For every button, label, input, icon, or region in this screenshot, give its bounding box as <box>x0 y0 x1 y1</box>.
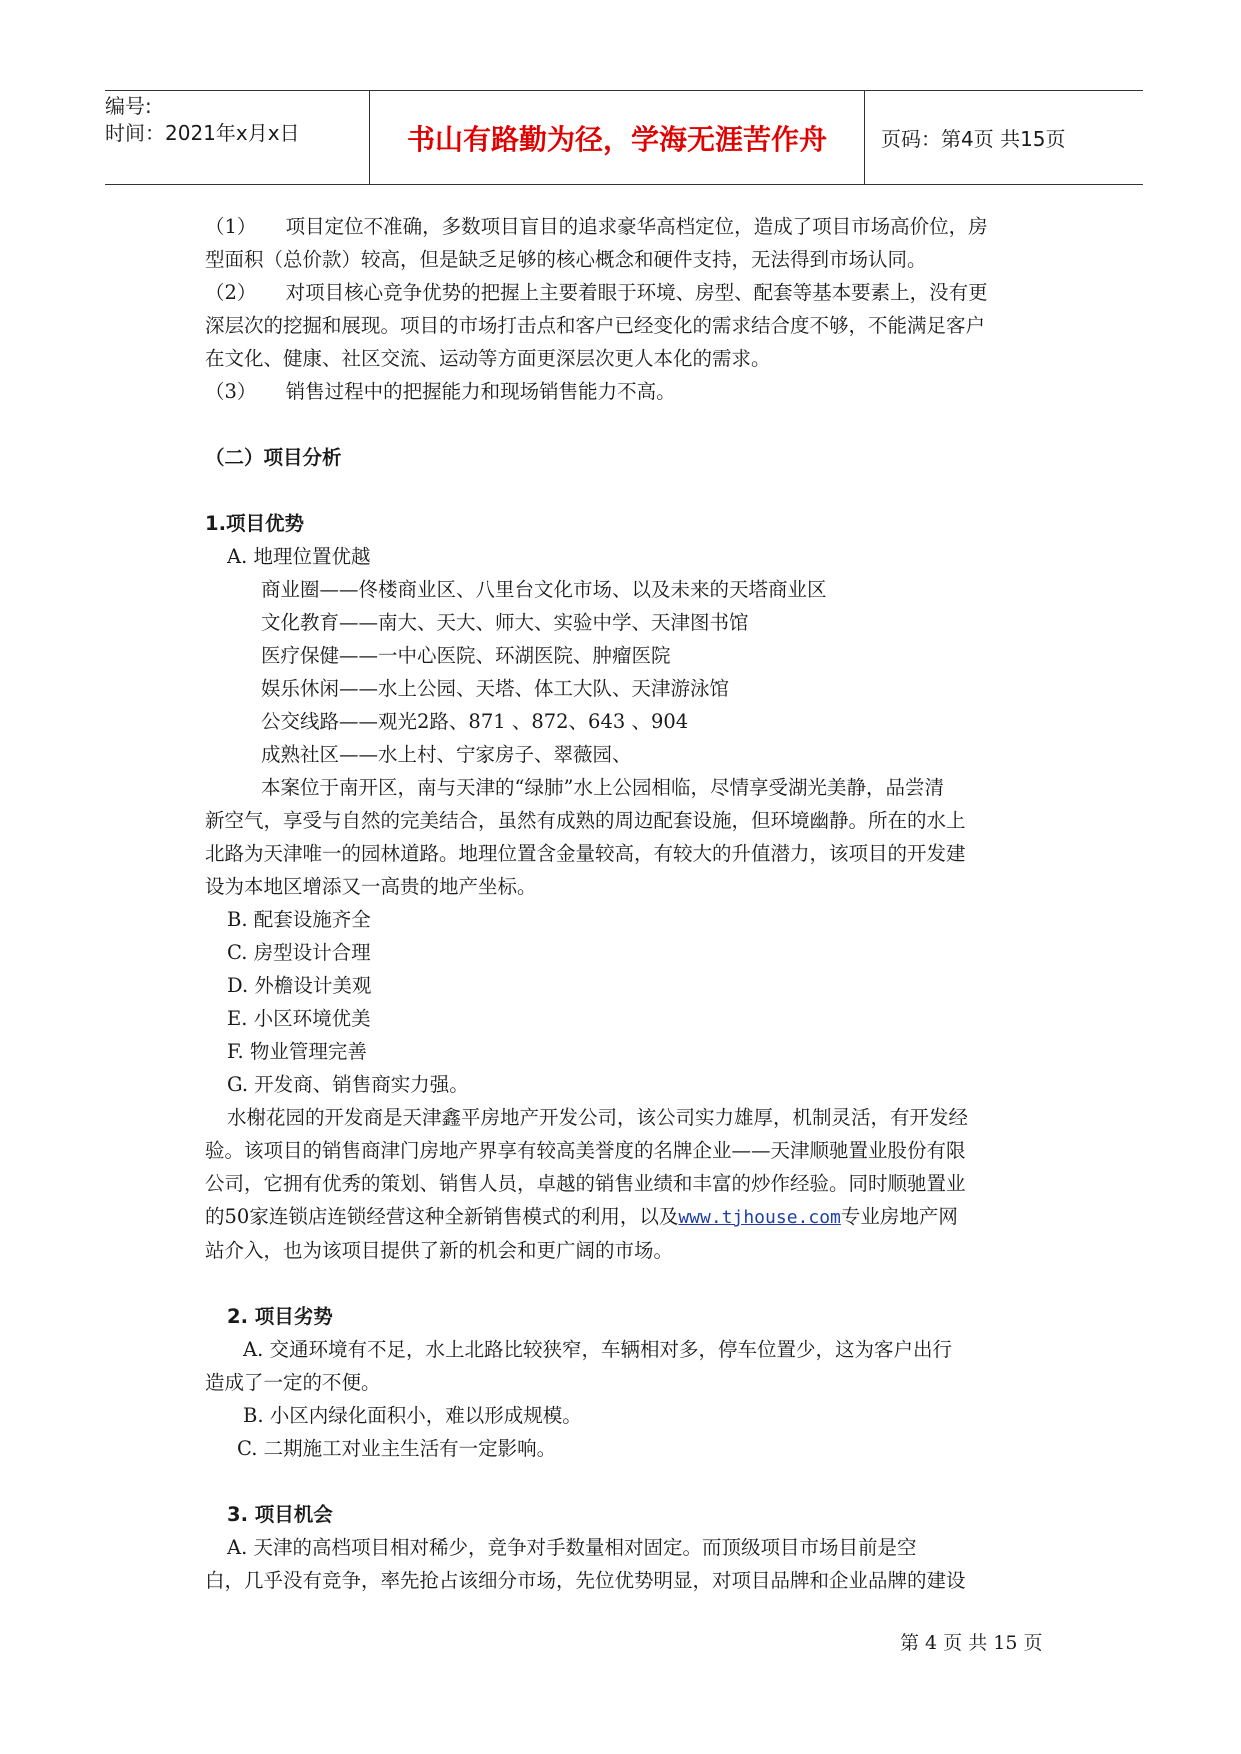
paragraph-line: 站介入，也为该项目提供了新的机会和更广阔的市场。 <box>205 1239 674 1262</box>
tjhouse-link[interactable]: www.tjhouse.com <box>678 1207 841 1228</box>
page-header <box>105 90 1143 185</box>
header-page-label: 页码：第4页 共15页 <box>881 127 1066 151</box>
header-left-cell <box>105 91 367 186</box>
paragraph-line: 造成了一定的不便。 <box>205 1371 381 1394</box>
paragraph-line: 型面积（总价款）较高，但是缺乏足够的核心概念和硬件支持，无法得到市场认同。 <box>205 248 927 271</box>
paragraph-line <box>205 1200 1059 1234</box>
subsection-heading-advantages: 1.项目优势 <box>205 512 304 535</box>
paragraph-line: 水榭花园的开发商是天津鑫平房地产开发公司，该公司实力雄厚，机制灵活，有开发经 <box>227 1106 969 1129</box>
paragraph-line: A. 天津的高档项目相对稀少，竞争对手数量相对固定。而顶级项目市场目前是空 <box>227 1536 917 1559</box>
paragraph-line: 北路为天津唯一的园林道路。地理位置含金量较高，有较大的升值潜力，该项目的开发建 <box>205 842 966 865</box>
paragraph-line: 本案位于南开区，南与天津的“绿肺”水上公园相临，尽情享受湖光美静，品尝清 <box>261 776 944 799</box>
list-item: 商业圈——佟楼商业区、八里台文化市场、以及未来的天塔商业区 <box>261 578 827 601</box>
header-motto: 书山有路勤为径，学海无涯苦作舟 <box>369 91 865 184</box>
paragraph-line: 验。该项目的销售商津门房地产界享有较高美誉度的名牌企业——天津顺驰置业股份有限 <box>205 1139 966 1162</box>
paragraph-text: 专业房地产网 <box>840 1205 958 1228</box>
document-body <box>205 210 1059 1597</box>
list-item: F. 物业管理完善 <box>227 1040 367 1063</box>
list-item: E. 小区环境优美 <box>227 1007 371 1030</box>
paragraph-line: A. 交通环境有不足，水上北路比较狭窄，车辆相对多，停车位置少，这为客户出行 <box>243 1338 952 1361</box>
paragraph-line: 白，几乎没有竞争，率先抢占该细分市场，先位优势明显，对项目品牌和企业品牌的建设 <box>205 1569 966 1592</box>
paragraph-line: 公司，它拥有优秀的策划、销售人员，卓越的销售业绩和丰富的炒作经验。同时顺驰置业 <box>205 1172 966 1195</box>
paragraph-line: 深层次的挖掘和展现。项目的市场打击点和客户已经变化的需求结合度不够，不能满足客户 <box>205 314 986 337</box>
list-item: B. 小区内绿化面积小，难以形成规模。 <box>243 1404 582 1427</box>
list-item: 成熟社区——水上村、宁家房子、翠薇园、 <box>261 743 632 766</box>
paragraph-line: （3） 销售过程中的把握能力和现场销售能力不高。 <box>205 380 676 403</box>
paragraph-line: 在文化、健康、社区交流、运动等方面更深层次更人本化的需求。 <box>205 347 771 370</box>
list-item: B. 配套设施齐全 <box>227 908 371 931</box>
list-item: G. 开发商、销售商实力强。 <box>227 1073 469 1096</box>
list-item: A. 地理位置优越 <box>227 545 371 568</box>
paragraph-line: （2） 对项目核心竞争优势的把握上主要着眼于环境、房型、配套等基本要素上，没有更 <box>205 281 988 304</box>
list-item: C. 二期施工对业主生活有一定影响。 <box>237 1437 557 1460</box>
list-item: 娱乐休闲——水上公园、天塔、体工大队、天津游泳馆 <box>261 677 730 700</box>
list-item: C. 房型设计合理 <box>227 941 371 964</box>
document-number-label: 编号: <box>105 94 152 118</box>
paragraph-text: 的50家连锁店连锁经营这种全新销售模式的利用，以及 <box>205 1205 679 1228</box>
document-time-label: 时间：2021年x月x日 <box>105 121 300 145</box>
paragraph-line: 新空气，享受与自然的完美结合，虽然有成熟的周边配套设施，但环境幽静。所在的水上 <box>205 809 966 832</box>
page-footer: 第 4 页 共 15 页 <box>900 1632 1043 1654</box>
paragraph-line: 设为本地区增添又一高贵的地产坐标。 <box>205 875 537 898</box>
list-item: 公交线路——观光2路、871 、872、643 、904 <box>261 710 689 733</box>
list-item: 医疗保健——一中心医院、环湖医院、肿瘤医院 <box>261 644 671 667</box>
list-item: D. 外檐设计美观 <box>227 974 372 997</box>
list-item: 文化教育——南大、天大、师大、实验中学、天津图书馆 <box>261 611 749 634</box>
paragraph-line: （1） 项目定位不准确，多数项目盲目的追求豪华高档定位，造成了项目市场高价位，房 <box>205 215 988 238</box>
subsection-heading-opportunities: 3. 项目机会 <box>227 1503 333 1526</box>
subsection-heading-weaknesses: 2. 项目劣势 <box>227 1305 333 1328</box>
section-heading-analysis: （二）项目分析 <box>205 446 342 469</box>
